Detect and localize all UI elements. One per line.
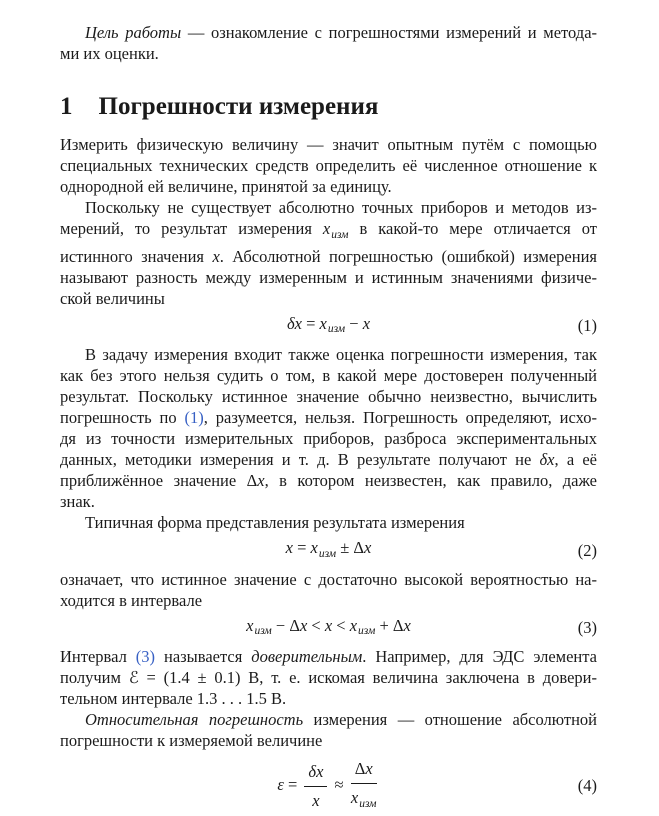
text-line xyxy=(60,218,597,246)
text-run: Δ xyxy=(354,759,366,778)
text-run: — ознакомление с погрешностями измерений и метода- xyxy=(181,23,598,42)
subscript: изм xyxy=(254,625,272,637)
equation xyxy=(60,536,597,566)
text-run: = (1.4 ± 0.1) В, т. е. искомая величина заключена в довери- xyxy=(138,668,597,687)
text-run: . Абсолютной погрешностью (ошибкой) измерения xyxy=(219,246,597,266)
text-run: δx xyxy=(308,761,324,781)
text-run: + Δ xyxy=(375,615,404,635)
text-line xyxy=(60,344,597,365)
equation xyxy=(60,614,597,644)
paragraph xyxy=(60,134,597,197)
equation-number: (3) xyxy=(577,618,597,638)
text-run: доверительным xyxy=(251,647,363,666)
fraction-denominator xyxy=(351,784,377,816)
text-run: , в котором неизвестен, как правило, даже xyxy=(264,471,597,490)
text-run: тельном интервале 1.3 . . . 1.5 В. xyxy=(60,689,287,708)
text-run: получим xyxy=(60,668,129,687)
text-run: ± Δ xyxy=(336,538,365,557)
text-line xyxy=(60,569,597,590)
text-run: x xyxy=(365,759,373,778)
text-line xyxy=(60,365,597,386)
equation xyxy=(60,312,597,342)
subscript: изм xyxy=(327,323,346,335)
paragraph xyxy=(60,646,597,709)
section-number: 1 xyxy=(60,93,73,120)
fraction xyxy=(351,757,377,816)
text-run: погрешности к измеряемой величине xyxy=(60,731,323,750)
text-run: $x_{изм}$ xyxy=(349,615,376,637)
fraction xyxy=(304,760,327,813)
paragraph xyxy=(60,512,597,533)
equation-number: (2) xyxy=(577,540,597,560)
text-run: x xyxy=(324,615,333,635)
text-line xyxy=(60,646,597,667)
text-run: Интервал xyxy=(60,647,136,666)
text-run: x xyxy=(285,538,293,557)
text-run: Поскольку не существует абсолютно точных приборов и методов из- xyxy=(85,198,597,217)
paragraph xyxy=(60,344,597,512)
subscript: изм xyxy=(331,228,349,241)
equation-math xyxy=(285,538,372,560)
text-run: ской величины xyxy=(60,288,165,308)
text-run: $x_{изм}$ xyxy=(310,538,337,560)
text-run: $x_{изм}$ xyxy=(350,788,377,810)
text-run: x xyxy=(362,313,371,333)
text-run: ≈ xyxy=(330,775,348,795)
paragraph xyxy=(60,197,597,309)
equation-number: (4) xyxy=(577,776,597,796)
text-line xyxy=(60,491,597,512)
text-run: измерения — отношение абсолютной xyxy=(303,710,597,729)
text-run: мерений, то результат измерения xyxy=(60,219,323,238)
subscript: изм xyxy=(359,797,377,810)
text-run: ходится в интервале xyxy=(60,590,203,610)
text-run: приближённое значение Δ xyxy=(60,471,258,490)
text-run: в какой-то мере отличается от xyxy=(348,219,597,238)
text-run: x xyxy=(312,790,320,810)
text-run: $x_{изм}$ xyxy=(319,313,346,335)
text-run: < xyxy=(332,615,350,635)
text-run: x xyxy=(364,538,372,557)
text-run: данных, методики измерения и т. д. В результате получают не xyxy=(60,450,540,469)
text-line xyxy=(60,709,597,730)
text-run: δx xyxy=(286,313,302,333)
equation-ref-link[interactable]: (1) xyxy=(184,408,204,427)
text-run: Относительная погрешность xyxy=(85,710,304,729)
text-line xyxy=(60,288,597,309)
text-line xyxy=(60,688,597,709)
text-run: дя из точности измерительных приборов, разброса экспериментальных xyxy=(60,429,597,448)
text-run: x xyxy=(403,615,411,635)
subscript: изм xyxy=(318,547,337,560)
fraction-denominator xyxy=(304,787,327,813)
text-line xyxy=(60,428,597,449)
text-line xyxy=(60,197,597,218)
text-run: В задачу измерения входит также оценка погрешности измерения, так xyxy=(85,345,597,364)
text-run: истинного значения xyxy=(60,246,213,266)
text-run: как без этого нельзя судить о том, в какой мере достоверен полученный xyxy=(60,366,597,385)
section-heading xyxy=(60,92,597,122)
text-line xyxy=(60,590,597,611)
text-run: . Например, для ЭДС элемента xyxy=(362,647,597,666)
text-run: называют разность между измеренным и истинным значениями физиче- xyxy=(60,267,597,287)
equation-math xyxy=(287,314,370,333)
text-run: ми их оценки. xyxy=(60,44,159,63)
fraction-numerator xyxy=(351,757,377,784)
text-run: называется xyxy=(155,647,252,666)
text-run: Типичная форма представления результата измерения xyxy=(85,513,465,532)
text-run: ε xyxy=(277,775,284,795)
text-run: = xyxy=(301,313,320,333)
text-run: x xyxy=(257,471,265,490)
text-line xyxy=(60,176,597,197)
text-run: знак. xyxy=(60,492,95,511)
equation-number: (1) xyxy=(577,316,597,336)
equation-ref-link[interactable]: (3) xyxy=(135,647,156,666)
text-run: = xyxy=(292,538,311,557)
paragraph xyxy=(60,569,597,611)
text-run: δx xyxy=(539,450,555,469)
text-run: означает, что истинное значение с достаточно высокой вероятностью на- xyxy=(60,569,597,589)
text-run: , разумеется, нельзя. Погрешность определяют, исхо- xyxy=(203,408,597,427)
text-line xyxy=(60,407,597,428)
equation xyxy=(60,757,597,816)
text-run: Измерить физическую величину — значит опытным путём с помощью xyxy=(60,135,597,154)
text-line xyxy=(60,730,597,751)
text-line xyxy=(60,43,597,64)
text-line xyxy=(60,512,597,533)
text-run: результат. Поскольку истинное значение обычно неизвестно, вычислить xyxy=(60,387,597,406)
text-line xyxy=(60,267,597,288)
text-line xyxy=(60,155,597,176)
paragraph xyxy=(60,22,597,64)
text-run: $x_{изм}$ xyxy=(246,615,272,637)
text-run: ℰ xyxy=(128,668,139,687)
equation-math xyxy=(246,616,411,635)
text-line xyxy=(60,246,597,267)
text-run: − xyxy=(345,313,363,333)
text-run: погрешность по xyxy=(60,408,185,427)
section-title: Погрешности измерения xyxy=(98,93,379,120)
text-line xyxy=(60,386,597,407)
text-line xyxy=(60,134,597,155)
text-line xyxy=(60,667,597,688)
text-run: < xyxy=(307,615,325,635)
text-run: , а её xyxy=(554,450,597,469)
text-run: специальных технических средств определить её численное отношение к xyxy=(60,156,597,175)
text-run: однородной ей величине, принятой за единицу. xyxy=(60,177,392,196)
text-run: Цель работы xyxy=(85,23,182,42)
text-line xyxy=(60,470,597,491)
text-run: − Δ xyxy=(271,615,300,635)
text-run: = xyxy=(283,775,302,795)
text-line xyxy=(60,449,597,470)
paragraph xyxy=(60,709,597,751)
text-run: x xyxy=(299,615,308,635)
subscript: изм xyxy=(358,625,376,637)
text-run: $x_{изм}$ xyxy=(322,219,349,241)
text-run: x xyxy=(212,246,220,266)
text-line xyxy=(60,22,597,43)
